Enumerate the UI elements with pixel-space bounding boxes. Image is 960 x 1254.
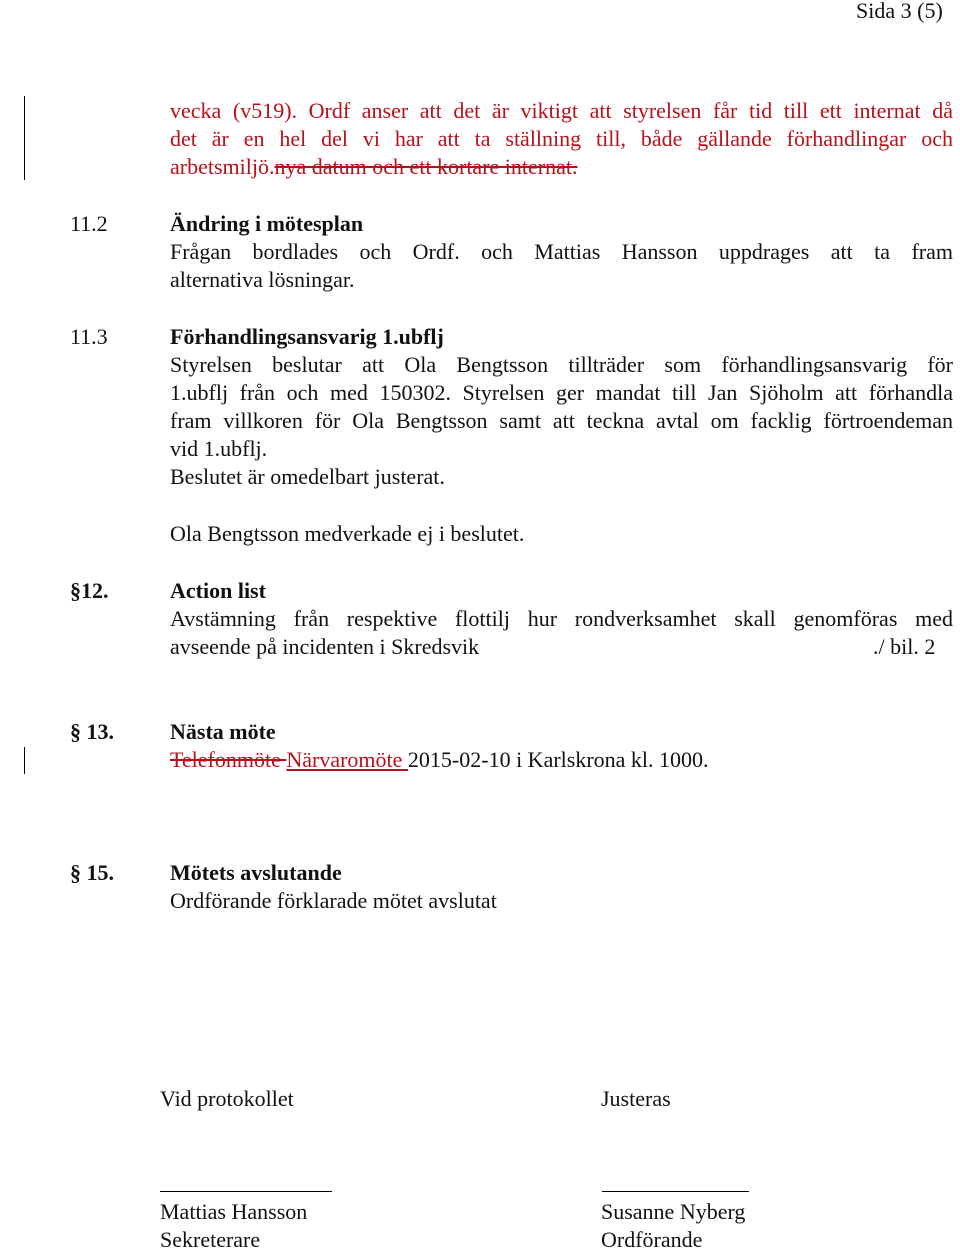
- item-11-3-line-6: Ola Bengtsson medverkade ej i beslutet.: [170, 521, 525, 546]
- item-13-title: Nästa möte: [170, 719, 276, 744]
- signature-left-name: Mattias Hansson: [160, 1199, 308, 1224]
- item-11-2-number: 11.2: [70, 211, 108, 236]
- item-11-3-number: 11.3: [70, 324, 108, 349]
- item-11-3-line-5: Beslutet är omedelbart justerat.: [170, 464, 445, 489]
- continuation-deleted-text: nya datum och ett kortare internat.: [274, 154, 578, 179]
- item-13-date-text: 2015-02-10 i Karlskrona kl. 1000.: [407, 747, 709, 772]
- item-12-line-2: avseende på incidenten i Skredsvik: [170, 634, 480, 659]
- signature-line-left: [160, 1191, 332, 1192]
- item-13-number: § 13.: [70, 719, 114, 744]
- item-11-3-line-3: fram villkoren för Ola Bengtsson samt att teckna avtal om facklig förtroendeman: [170, 408, 953, 433]
- signature-left-heading: Vid protokollet: [160, 1086, 294, 1111]
- item-13-line: [170, 746, 709, 774]
- item-11-2-line-2: alternativa lösningar.: [170, 267, 355, 292]
- change-bar-top: [24, 96, 25, 180]
- item-11-2-title: Ändring i mötesplan: [170, 211, 364, 236]
- signature-line-right: [602, 1191, 749, 1192]
- item-11-3-title: Förhandlingsansvarig 1.ubflj: [170, 324, 444, 349]
- change-bar-item13: [24, 747, 25, 774]
- continuation-line-1: vecka (v519). Ordf anser att det är viktigt att styrelsen får tid till ett internat då: [170, 98, 953, 123]
- page-number: Sida 3 (5): [856, 0, 943, 23]
- item-15-title: Mötets avslutande: [170, 860, 342, 885]
- signature-right-role: Ordförande: [601, 1227, 703, 1252]
- continuation-kept-text: arbetsmiljö.: [170, 154, 275, 179]
- item-11-3-line-4: vid 1.ubflj.: [170, 436, 268, 461]
- signature-right-name: Susanne Nyberg: [601, 1199, 746, 1224]
- item-13-deleted-text: Telefonmöte: [170, 747, 287, 772]
- item-12-line-1: Avstämning från respektive flottilj hur rondverksamhet skall genomföras med: [170, 606, 953, 631]
- item-13-inserted-text: Närvaromöte: [286, 747, 408, 772]
- item-11-2-line-1: Frågan bordlades och Ordf. och Mattias Hansson uppdrages att ta fram: [170, 239, 953, 264]
- item-12-title: Action list: [170, 578, 266, 603]
- signature-left-role: Sekreterare: [160, 1227, 261, 1252]
- item-12-number: §12.: [70, 578, 109, 603]
- signature-right-heading: Justeras: [601, 1086, 671, 1111]
- continuation-line-2: det är en hel del vi har att ta ställning till, både gällande förhandlingar och: [170, 126, 953, 151]
- item-11-3-line-1: Styrelsen beslutar att Ola Bengtsson tillträder som förhandlingsansvarig för: [170, 352, 953, 377]
- item-15-line-1: Ordförande förklarade mötet avslutat: [170, 888, 497, 913]
- item-12-attachment-ref: ./ bil. 2: [873, 634, 936, 659]
- item-15-number: § 15.: [70, 860, 114, 885]
- continuation-line-3: [170, 153, 577, 181]
- item-11-3-line-2: 1.ubflj från och med 150302. Styrelsen ger mandat till Jan Sjöholm att förhandla: [170, 380, 953, 405]
